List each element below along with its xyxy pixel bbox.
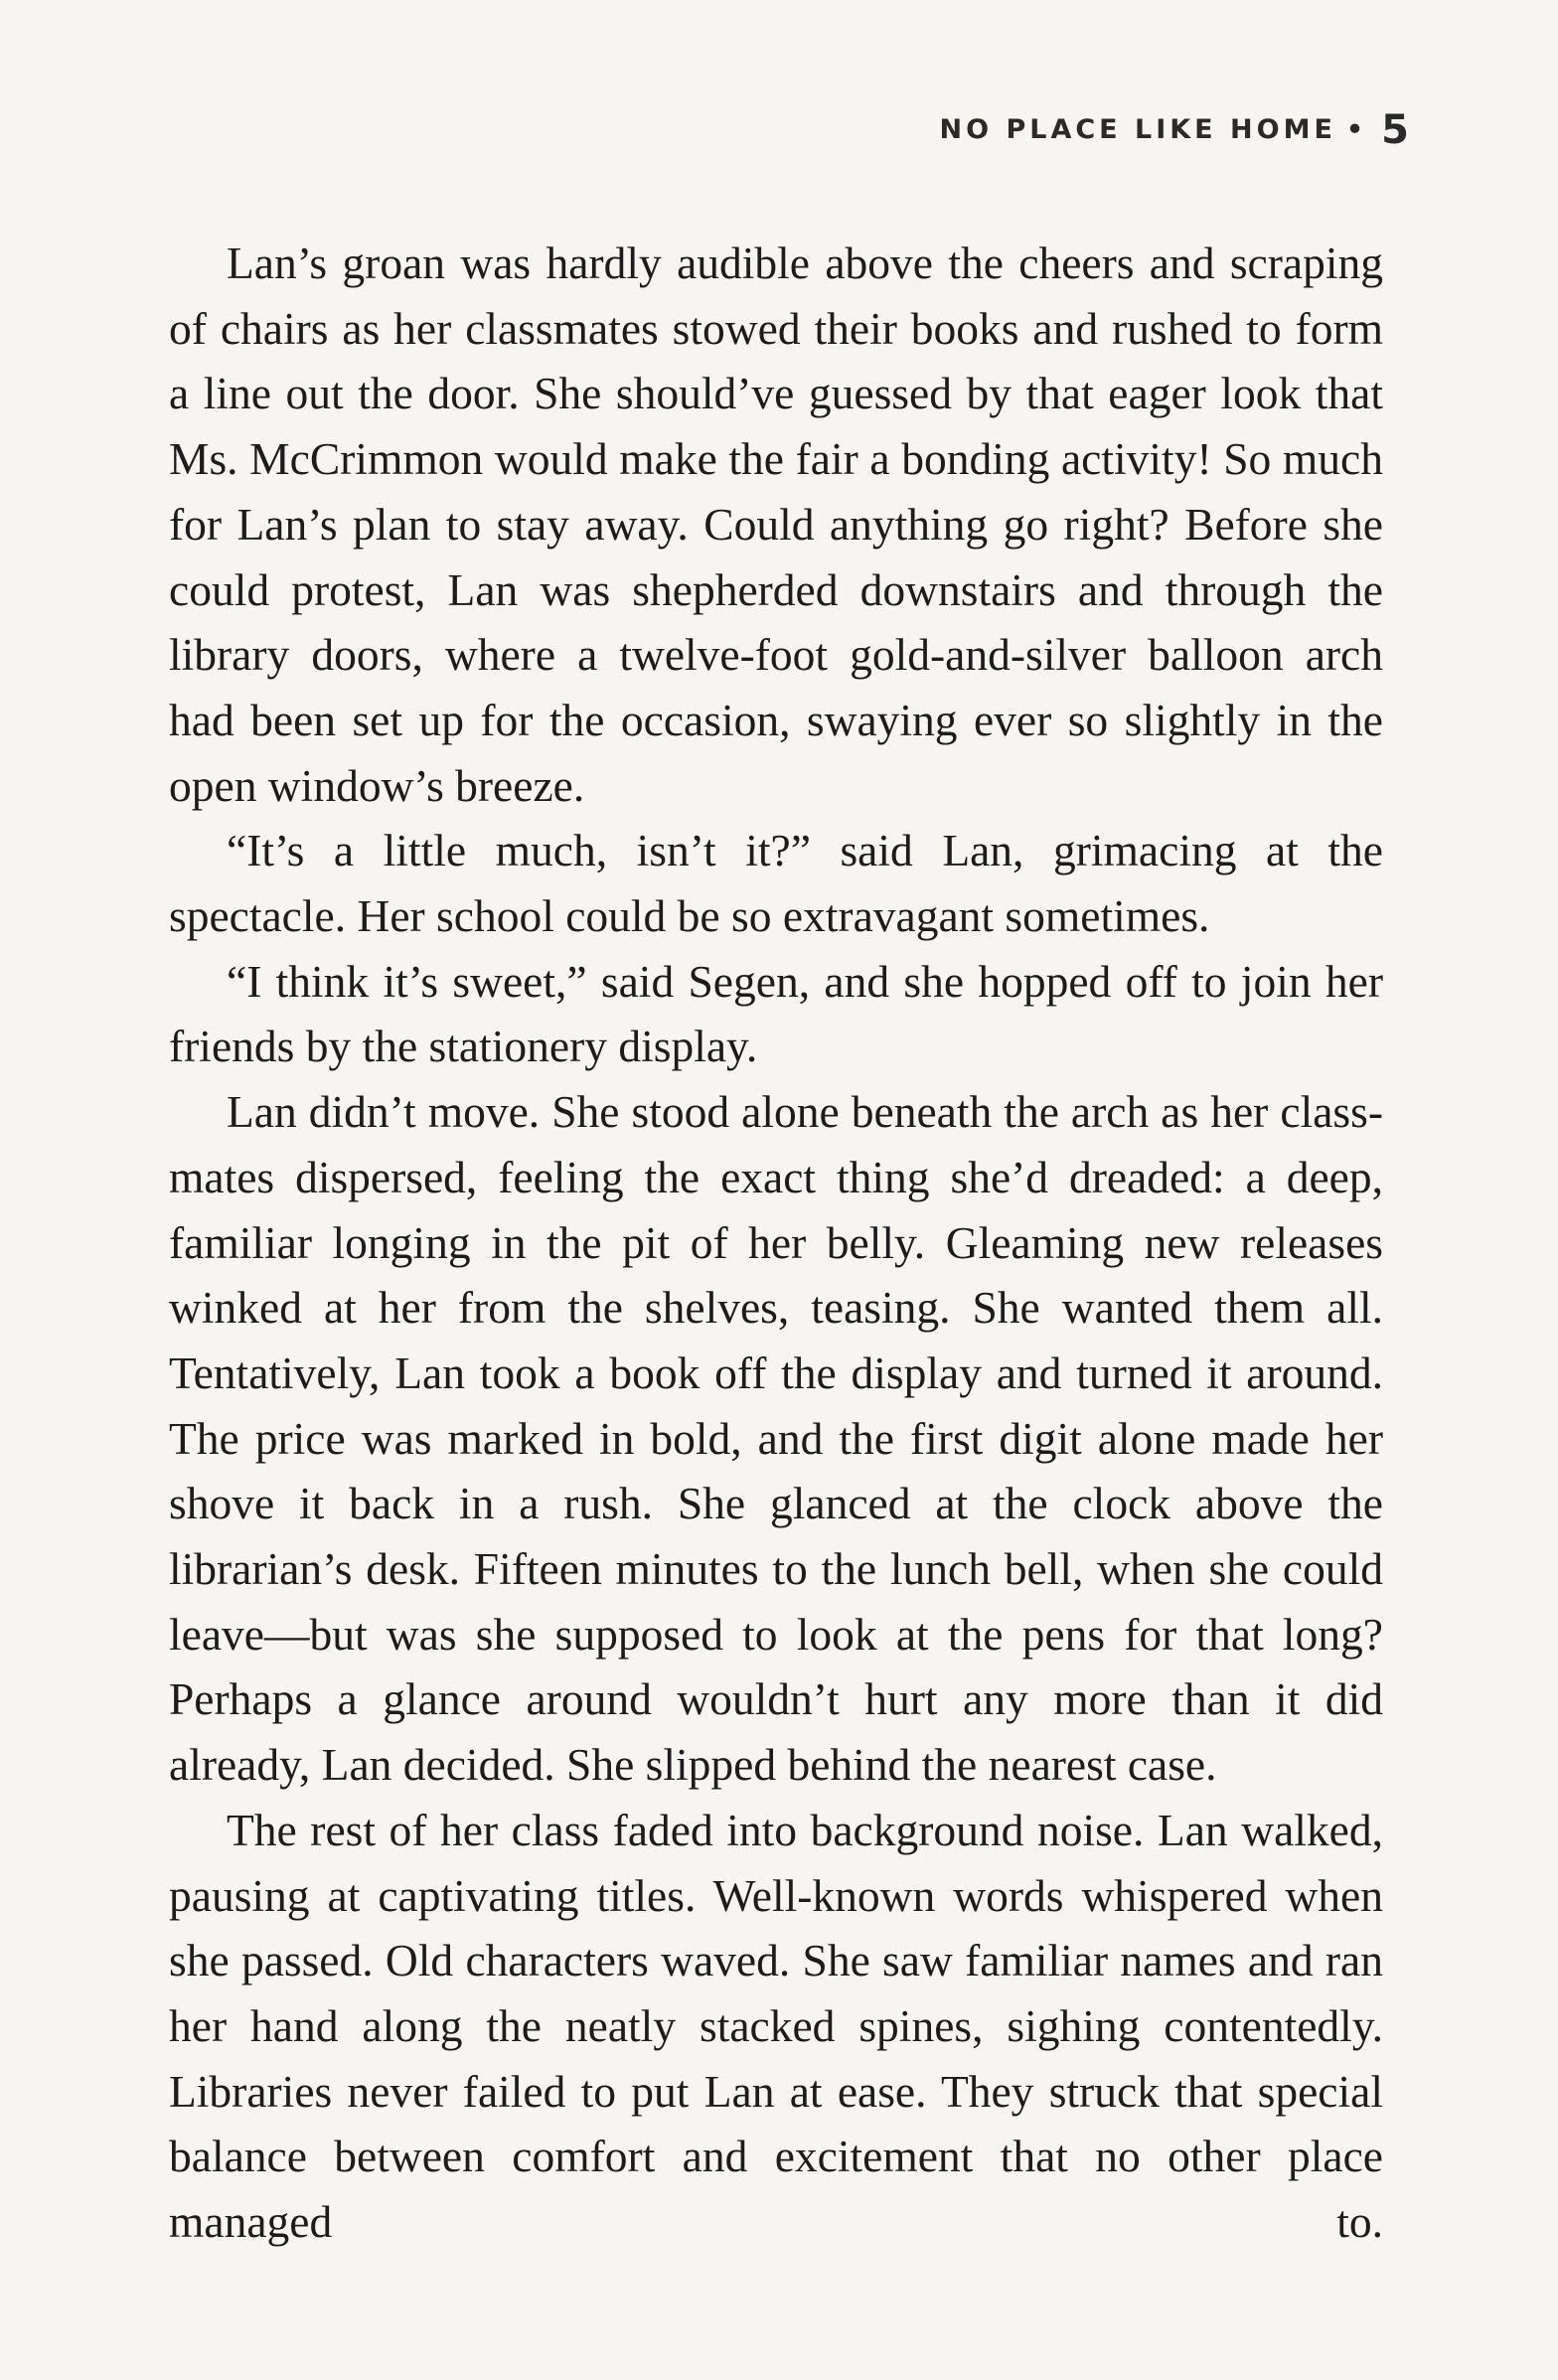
running-head: [940, 107, 1409, 153]
paragraph: The rest of her class faded into background noise. Lan walked, pausing at captivating titles. Well-known words whispered when she passed. Old characters waved. She saw familiar names and ran her hand along the neatly stacked spines, sighing contentedly. Libraries never failed to put Lan at ease. They struck that special balance between comfort and excitement that no other place managed to.: [169, 1804, 1383, 2248]
paragraph: Lan didn’t move. She stood alone beneath the arch as her classmates dispersed, feeling the exact thing she’d dreaded: a deep, familiar longing in the pit of her belly. Gleaming new releases winked at her from the shelves, teasing. She wanted them all. Tentatively, Lan took a book off the display and turned it around. The price was marked in bold, and the first digit alone made her shove it back in a rush. She glanced at the clock above the librarian’s desk. Fifteen minutes to the lunch bell, when she could leave—but was she supposed to look at the pens for that long? Perhaps a glance around wouldn’t hurt any more than it did already, Lan decided. She slipped behind the nearest case.: [169, 1086, 1383, 1791]
running-head-separator: •: [1345, 114, 1368, 145]
running-head-title: NO PLACE LIKE HOME: [939, 114, 1336, 145]
body-text: [169, 231, 1383, 2255]
paragraph: “It’s a little much, isn’t it?” said Lan, grimacing at the spectacle. Her school could be so extravagant sometimes.: [169, 825, 1383, 942]
paragraph: Lan’s groan was hardly audible above the cheers and scraping of chairs as her classmates stowed their books and rushed to form a line out the door. She should’ve guessed by that eager look that Ms. McCrimmon would make the fair a bonding activity! So much for Lan’s plan to stay away. Could anything go right? Before she could protest, Lan was shepherded downstairs and through the library doors, where a twelve-foot gold-and-silver balloon arch had been set up for the occasion, swaying ever so slightly in the open window’s breeze.: [169, 238, 1383, 811]
page-number: 5: [1381, 107, 1409, 153]
paragraph: “I think it’s sweet,” said Segen, and she hopped off to join her friends by the stationery display.: [169, 955, 1383, 1072]
